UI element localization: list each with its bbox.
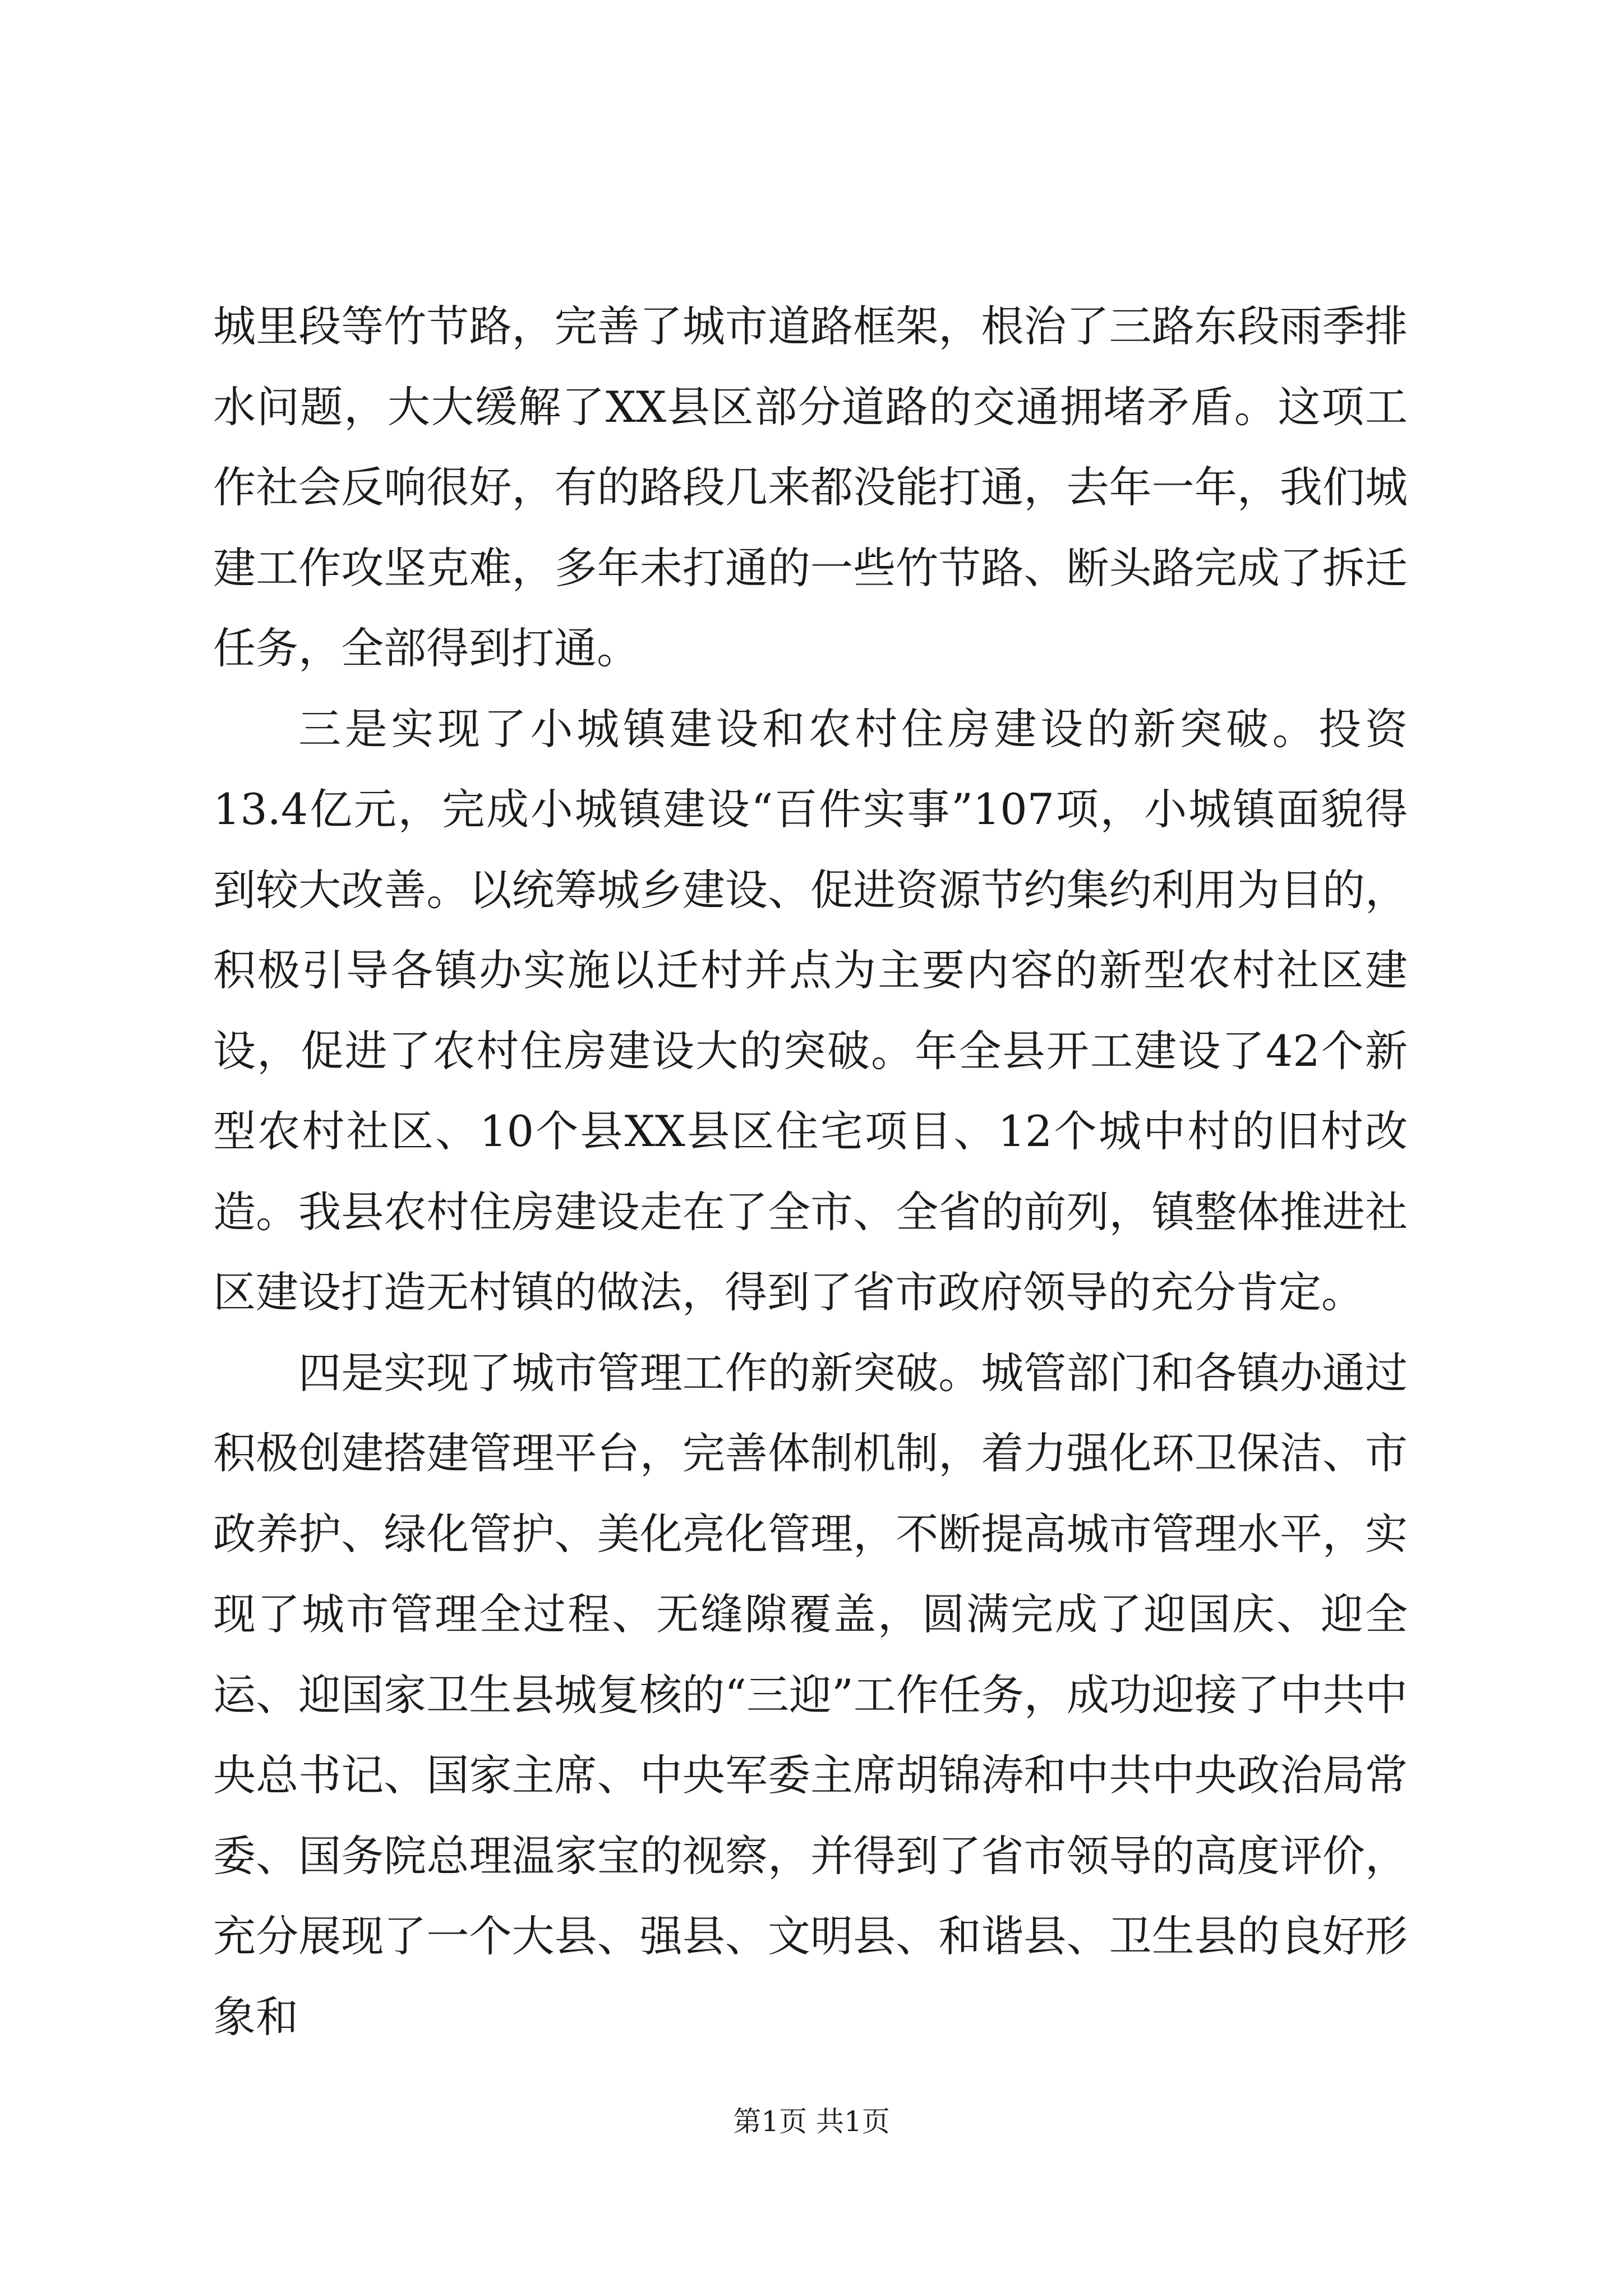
paragraph-2: 三是实现了小城镇建设和农村住房建设的新突破。投资13.4亿元，完成小城镇建设“百件实事”107项，小城镇面貌得到较大改善。以统筹城乡建设、促进资源节约集约利用为目的，积极引导各镇办实施以迁村并点为主要内容的新型农村社区建设，促进了农村住房建设大的突破。年全县开工建设了42个新型农村社区、10个县XX县区住宅项目、12个城中村的旧村改造。我县农村住房建设走在了全市、全省的前列，镇整体推进社区建设打造无村镇的做法，得到了省市政府领导的充分肯定。 bbox=[213, 703, 1408, 1317]
page-footer: 第1页 共1页 bbox=[733, 2105, 890, 2138]
paragraph-1: 城里段等竹节路，完善了城市道路框架，根治了三路东段雨季排水问题，大大缓解了XX县区部分道路的交通拥堵矛盾。这项工作社会反响很好，有的路段几来都没能打通，去年一年，我们城建工作攻坚克难，多年未打通的一些竹节路、断头路完成了拆迁任务，全部得到打通。 bbox=[213, 301, 1408, 673]
paragraph-3: 四是实现了城市管理工作的新突破。城管部门和各镇办通过积极创建搭建管理平台，完善体制机制，着力强化环卫保洁、市政养护、绿化管护、美化亮化管理，不断提高城市管理水平，实现了城市管理全过程、无缝隙覆盖，圆满完成了迎国庆、迎全运、迎国家卫生县城复核的“三迎”工作任务，成功迎接了中共中央总书记、国家主席、中央军委主席胡锦涛和中共中央政治局常委、国务院总理温家宝的视察，并得到了省市领导的高度评价，充分展现了一个大县、强县、文明县、和谐县、卫生县的良好形象和 bbox=[213, 1347, 1408, 2042]
document-body bbox=[213, 286, 1408, 2057]
